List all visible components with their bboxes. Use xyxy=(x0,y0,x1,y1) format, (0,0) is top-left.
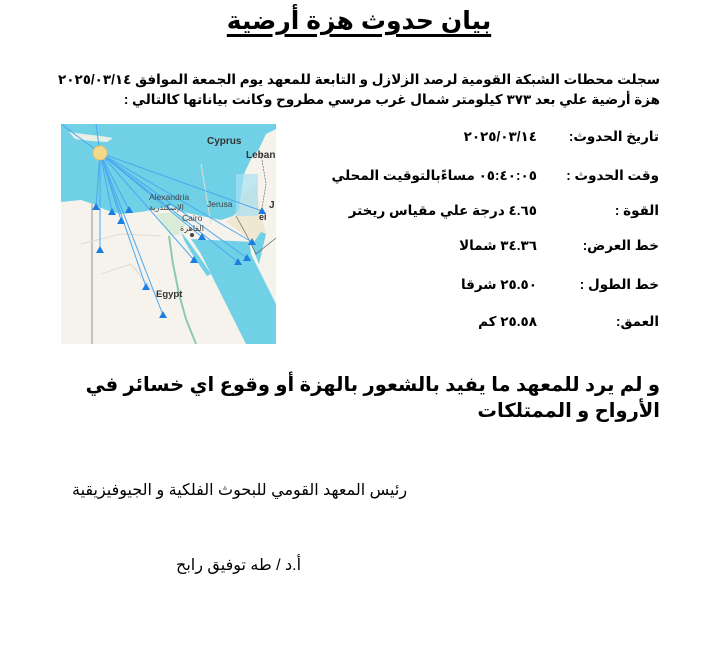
value-magnitude: ٤.٦٥ درجة علي مقياس ريختر xyxy=(348,203,537,218)
value-time: ٠٥:٤٠:٠٥ مساءًبالتوقيت المحلي xyxy=(331,168,537,183)
label-cairo-ar: القاهرة xyxy=(180,224,204,233)
label-lebanon: Leban xyxy=(246,150,276,161)
no-damage-statement: و لم يرد للمعهد ما يفيد بالشعور بالهزة أو وقوع اي خسائر في الأرواح و الممتلكات xyxy=(85,374,660,422)
value-longitude: ٢٥.٥٠ شرقا xyxy=(460,277,537,292)
label-cyprus: Cyprus xyxy=(207,136,242,147)
label-latitude: خط العرض: xyxy=(582,238,659,253)
label-jordan: J xyxy=(269,200,275,211)
signature-title: رئيس المعهد القومي للبحوث الفلكية و الجيوفيزيقية xyxy=(72,482,408,499)
label-alexandria-ar: الإسكندرية xyxy=(149,203,184,212)
label-date: تاريخ الحدوث: xyxy=(568,129,659,144)
label-depth: العمق: xyxy=(615,314,659,329)
label-israel: ei xyxy=(259,212,267,222)
map-graphic xyxy=(61,124,276,344)
label-cairo: Cairo xyxy=(182,213,203,223)
intro-paragraph: سجلت محطات الشبكة القومية لرصد الزلازل و التابعة للمعهد يوم الجمعة الموافق ٢٠٢٥/٠٣/١٤ هزة أرضية علي بعد ٣٧٣ كيلومتر شمال غرب مرسي مطروح وكانت بياناتها كالتالي : xyxy=(57,72,660,107)
page-title xyxy=(0,6,718,36)
label-alexandria: Alexandria xyxy=(149,192,190,202)
value-depth: ٢٥.٥٨ كم xyxy=(478,314,537,329)
label-jerusalem: Jerusa xyxy=(207,199,233,209)
label-magnitude: القوة : xyxy=(614,203,659,218)
page-title-text: بيان حدوث هزة أرضية xyxy=(226,7,492,35)
value-latitude: ٣٤.٣٦ شمالا xyxy=(459,238,537,253)
label-longitude: خط الطول : xyxy=(579,277,659,292)
label-egypt: Egypt xyxy=(156,289,183,300)
value-date: ٢٠٢٥/٠٣/١٤ xyxy=(463,129,537,144)
epicenter-marker xyxy=(93,146,107,160)
label-time: وقت الحدوث : xyxy=(566,168,659,183)
earthquake-map xyxy=(61,124,276,344)
signature-name: أ.د / طه توفيق رابح xyxy=(176,557,302,574)
